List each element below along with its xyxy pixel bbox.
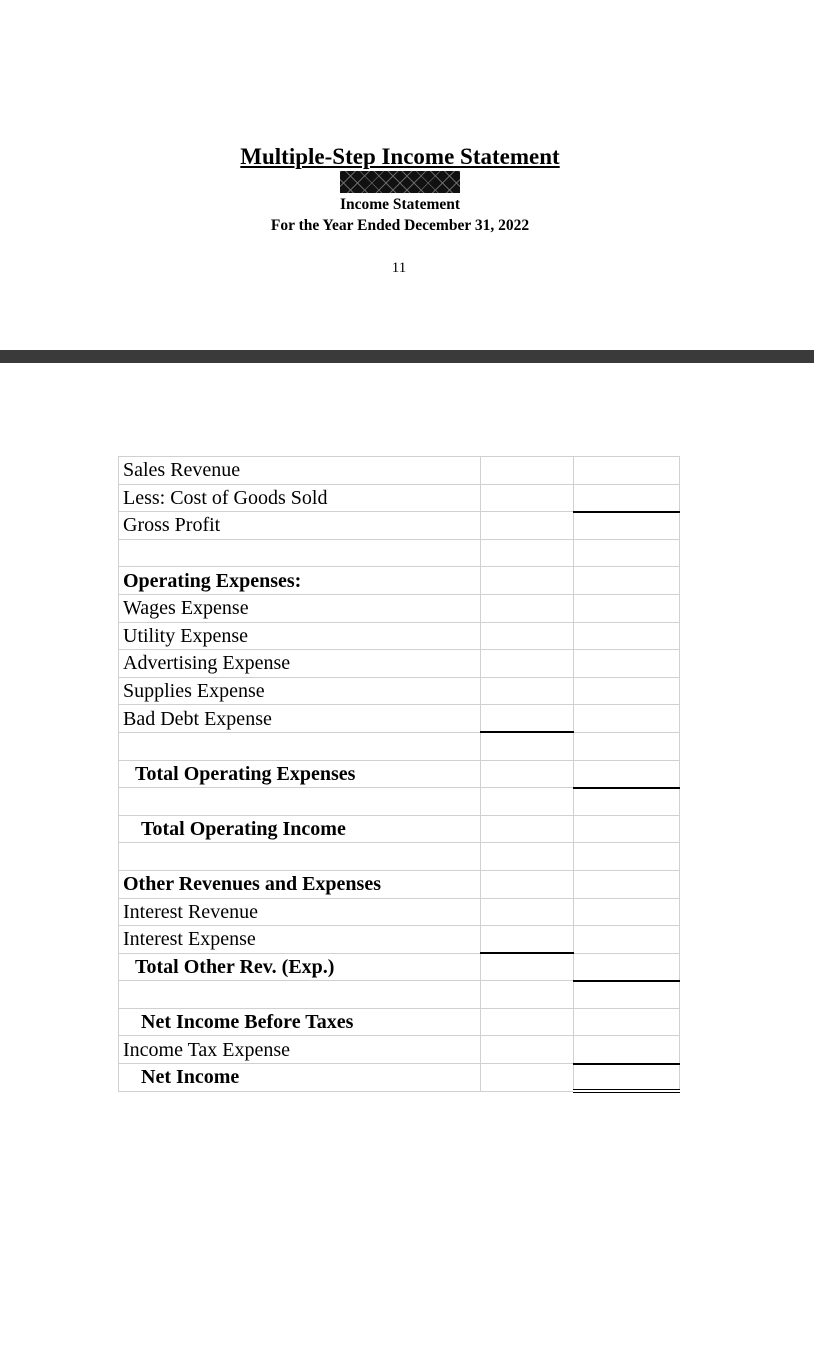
amount-cell[interactable] <box>481 1064 574 1092</box>
total-cell[interactable] <box>574 760 680 788</box>
amount-cell[interactable] <box>481 815 574 843</box>
subtotal-label: Total Operating Expenses <box>119 760 481 788</box>
row-label: Wages Expense <box>119 594 481 622</box>
statement-name: Income Statement <box>339 196 461 213</box>
subtotal-label: Total Other Rev. (Exp.) <box>119 953 481 981</box>
table-row <box>119 567 680 595</box>
row-label: Supplies Expense <box>119 677 481 705</box>
total-cell[interactable] <box>574 512 680 540</box>
table-row <box>119 898 680 926</box>
table-row <box>119 457 680 485</box>
row-label <box>119 981 481 1009</box>
table-row <box>119 1064 680 1092</box>
amount-cell[interactable] <box>481 843 574 871</box>
amount-cell[interactable] <box>481 594 574 622</box>
amount-cell[interactable] <box>481 953 574 981</box>
net-income-label: Net Income <box>119 1064 481 1092</box>
total-cell[interactable] <box>574 870 680 898</box>
row-label <box>119 788 481 816</box>
amount-cell[interactable] <box>481 732 574 760</box>
table-row <box>119 926 680 954</box>
statement-period: For the Year Ended December 31, 2022 <box>270 217 530 234</box>
row-label <box>119 539 481 567</box>
table-row <box>119 650 680 678</box>
row-label: Interest Revenue <box>119 898 481 926</box>
table-row <box>119 788 680 816</box>
redacted-company-name <box>340 171 460 193</box>
amount-cell[interactable] <box>481 981 574 1009</box>
total-cell[interactable] <box>574 677 680 705</box>
total-cell[interactable] <box>574 594 680 622</box>
amount-cell[interactable] <box>481 650 574 678</box>
total-cell[interactable] <box>574 788 680 816</box>
row-label: Sales Revenue <box>119 457 481 485</box>
table-row <box>119 760 680 788</box>
table-row <box>119 815 680 843</box>
row-label: Bad Debt Expense <box>119 705 481 733</box>
amount-cell[interactable] <box>481 1036 574 1064</box>
table-row <box>119 512 680 540</box>
page-title: Multiple-Step Income Statement <box>240 144 560 169</box>
total-cell[interactable] <box>574 484 680 512</box>
row-label: Income Tax Expense <box>119 1036 481 1064</box>
total-cell[interactable] <box>574 732 680 760</box>
table-row <box>119 539 680 567</box>
amount-cell[interactable] <box>481 512 574 540</box>
section-heading: Other Revenues and Expenses <box>119 870 481 898</box>
table-row <box>119 843 680 871</box>
row-label: Advertising Expense <box>119 650 481 678</box>
total-cell[interactable] <box>574 705 680 733</box>
total-cell[interactable] <box>574 539 680 567</box>
total-cell[interactable] <box>574 815 680 843</box>
row-label: Gross Profit <box>119 512 481 540</box>
table-row <box>119 677 680 705</box>
total-cell[interactable] <box>574 1036 680 1064</box>
amount-cell[interactable] <box>481 539 574 567</box>
subtotal-label: Total Operating Income <box>119 815 481 843</box>
table-row <box>119 732 680 760</box>
table-row <box>119 484 680 512</box>
amount-cell[interactable] <box>481 677 574 705</box>
table-row <box>119 594 680 622</box>
amount-cell[interactable] <box>481 457 574 485</box>
page-number: 11 <box>391 260 407 276</box>
total-cell[interactable] <box>574 843 680 871</box>
subtotal-label: Net Income Before Taxes <box>119 1008 481 1036</box>
total-cell[interactable] <box>574 898 680 926</box>
row-label <box>119 843 481 871</box>
amount-cell[interactable] <box>481 567 574 595</box>
table-row <box>119 1008 680 1036</box>
table-row <box>119 981 680 1009</box>
amount-cell[interactable] <box>481 484 574 512</box>
amount-cell[interactable] <box>481 788 574 816</box>
row-label: Utility Expense <box>119 622 481 650</box>
total-cell[interactable] <box>574 953 680 981</box>
amount-cell[interactable] <box>481 870 574 898</box>
table-row <box>119 705 680 733</box>
amount-cell[interactable] <box>481 760 574 788</box>
row-label: Less: Cost of Goods Sold <box>119 484 481 512</box>
table-row <box>119 1036 680 1064</box>
total-cell[interactable] <box>574 622 680 650</box>
table-row <box>119 622 680 650</box>
amount-cell[interactable] <box>481 622 574 650</box>
amount-cell[interactable] <box>481 926 574 954</box>
table-row <box>119 953 680 981</box>
amount-cell[interactable] <box>481 898 574 926</box>
table-row <box>119 870 680 898</box>
total-cell[interactable] <box>574 1008 680 1036</box>
total-cell[interactable] <box>574 981 680 1009</box>
row-label: Interest Expense <box>119 926 481 954</box>
total-cell[interactable] <box>574 926 680 954</box>
total-cell[interactable] <box>574 650 680 678</box>
page-divider <box>0 350 814 363</box>
section-heading: Operating Expenses: <box>119 567 481 595</box>
amount-cell[interactable] <box>481 705 574 733</box>
income-statement-table <box>118 456 680 1093</box>
total-cell[interactable] <box>574 567 680 595</box>
amount-cell[interactable] <box>481 1008 574 1036</box>
row-label <box>119 732 481 760</box>
total-cell[interactable] <box>574 457 680 485</box>
net-income-cell[interactable] <box>574 1064 680 1092</box>
